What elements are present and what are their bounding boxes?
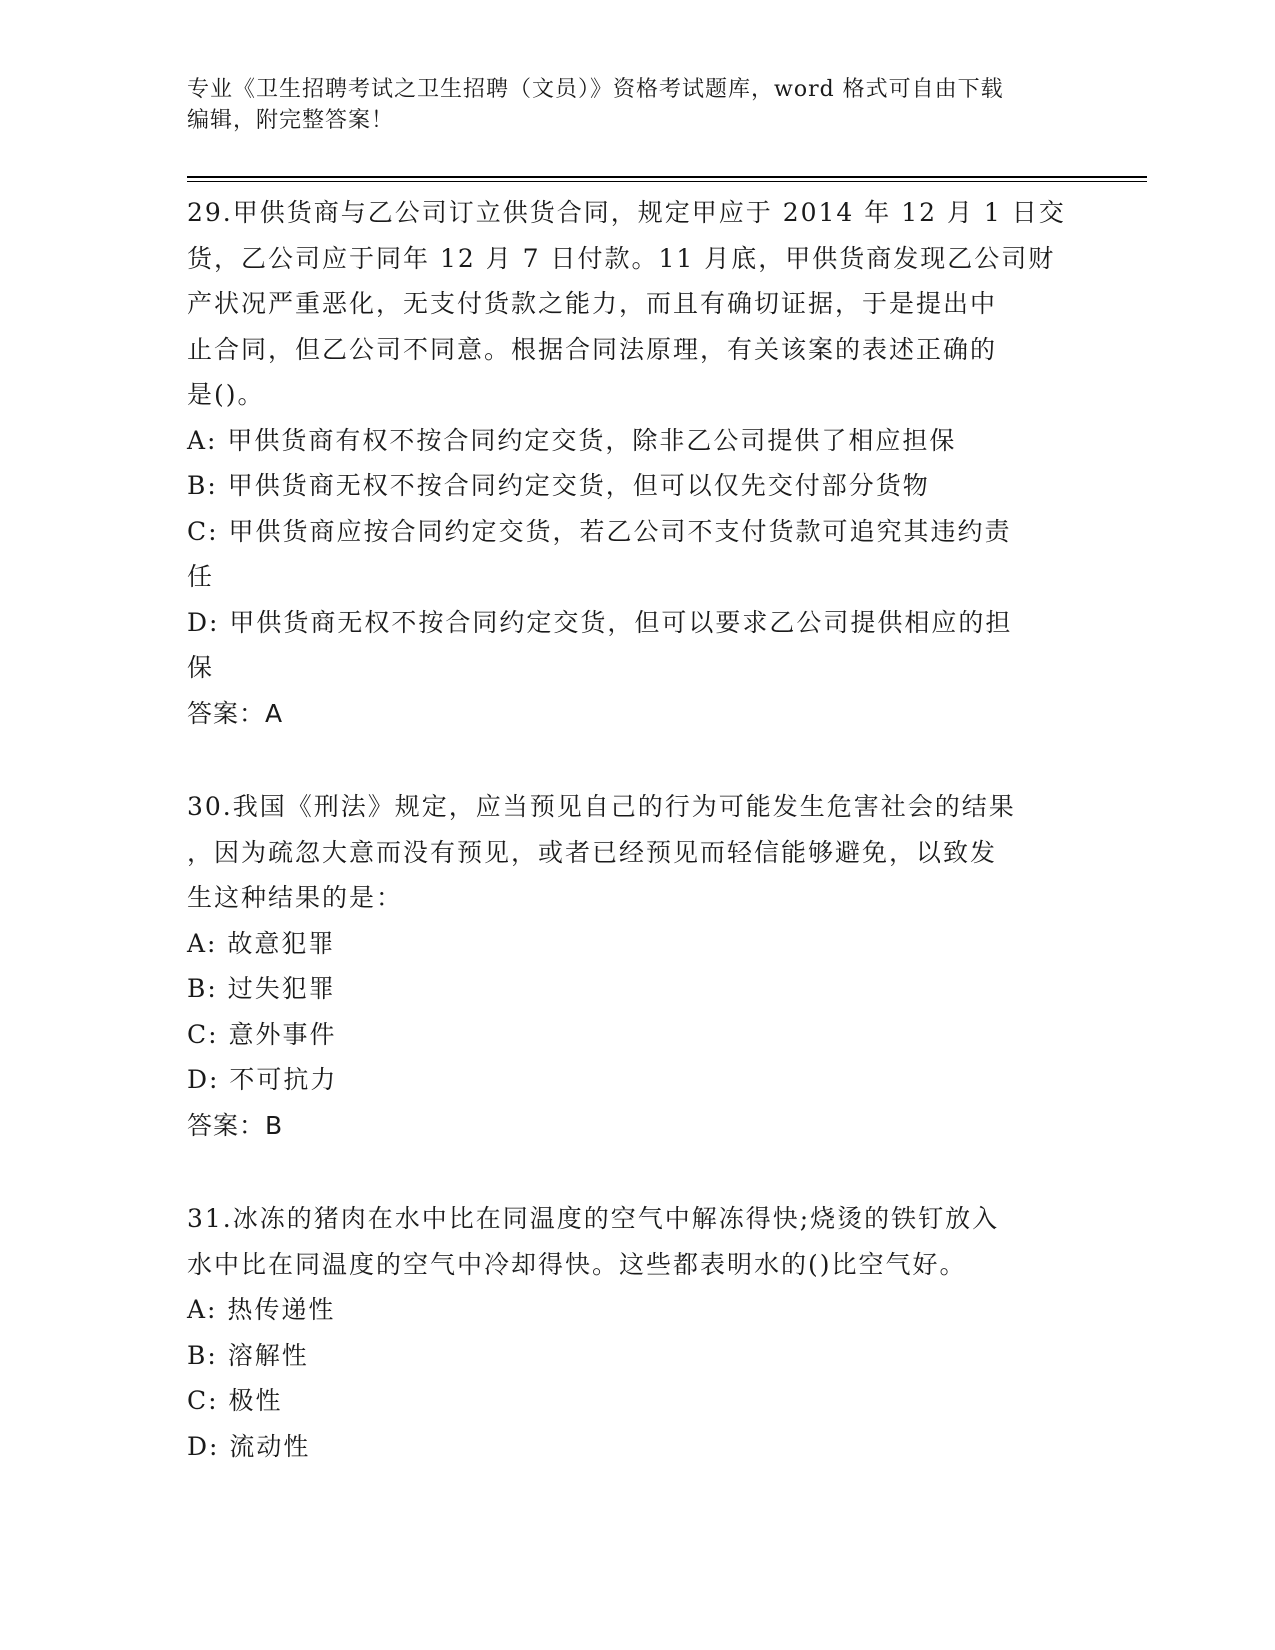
answer: 答案：A [187,698,284,728]
page-header [187,74,1057,136]
option-line: C: 甲供货商应按合同约定交货，若乙公司不支付货款可追究其违约责 [187,516,1012,546]
question-text-line: 是()。 [187,380,265,409]
option-line: B: 溶解性 [187,1340,309,1370]
question-text-line: 29.甲供货商与乙公司订立供货合同，规定甲应于 2014 年 12 月 1 日交 [187,198,1066,227]
question-text-line: 31.冰冻的猪肉在水中比在同温度的空气中解冻得快;烧烫的铁钉放入 [187,1204,1000,1233]
option-line: B: 甲供货商无权不按合同约定交货，但可以仅先交付部分货物 [187,471,930,500]
option-a [187,418,1067,464]
question-text [187,784,1067,921]
option-c [187,509,1067,600]
question-text-line: 产状况严重恶化，无支付货款之能力，而且有确切证据，于是提出中 [187,289,998,318]
option-a [187,921,1067,967]
option-line: 任 [187,562,215,591]
option-line: A: 甲供货商有权不按合同约定交货，除非乙公司提供了相应担保 [187,425,957,455]
option-c [187,1378,1067,1424]
option-line: C: 极性 [187,1386,283,1415]
option-b [187,463,1067,509]
answer: 答案：B [187,1110,284,1140]
option-line: 保 [187,653,215,682]
question-spacer [187,1148,1067,1196]
question-31 [187,1196,1067,1469]
question-30 [187,784,1067,1148]
option-a [187,1287,1067,1333]
option-c [187,1012,1067,1058]
option-line: A: 热传递性 [187,1295,336,1324]
option-b [187,1333,1067,1379]
option-b [187,966,1067,1012]
question-text [187,1196,1067,1287]
question-text-line: ，因为疏忽大意而没有预见，或者已经预见而轻信能够避免，以致发 [187,837,998,867]
option-d [187,1424,1067,1470]
option-line: C: 意外事件 [187,1019,337,1049]
question-spacer [187,736,1067,784]
question-text-line: 止合同，但乙公司不同意。根据合同法原理，有关该案的表述正确的 [187,334,998,364]
option-d [187,1057,1067,1103]
option-line: D: 甲供货商无权不按合同约定交货，但可以要求乙公司提供相应的担 [187,607,1013,637]
option-line: A: 故意犯罪 [187,928,336,958]
question-text [187,190,1067,418]
option-line: D: 流动性 [187,1431,311,1461]
question-text-line: 30.我国《刑法》规定，应当预见自己的行为可能发生危害社会的结果 [187,792,1016,821]
question-text-line: 货，乙公司应于同年 12 月 7 日付款。11 月底，甲供货商发现乙公司财 [187,243,1056,273]
option-line: D: 不可抗力 [187,1065,338,1094]
question-text-line: 水中比在同温度的空气中冷却得快。这些都表明水的()比空气好。 [187,1249,967,1279]
option-d [187,600,1067,691]
header-divider-thin [187,181,1147,182]
header-divider-thick [187,176,1147,178]
question-29 [187,190,1067,736]
header-line: 专业《卫生招聘考试之卫生招聘（文员）》资格考试题库，word 格式可自由下载 [187,77,1004,102]
question-list [187,190,1067,1469]
question-text-line: 生这种结果的是： [187,883,404,912]
option-line: B: 过失犯罪 [187,974,336,1003]
header-line: 编辑，附完整答案！ [187,108,395,133]
